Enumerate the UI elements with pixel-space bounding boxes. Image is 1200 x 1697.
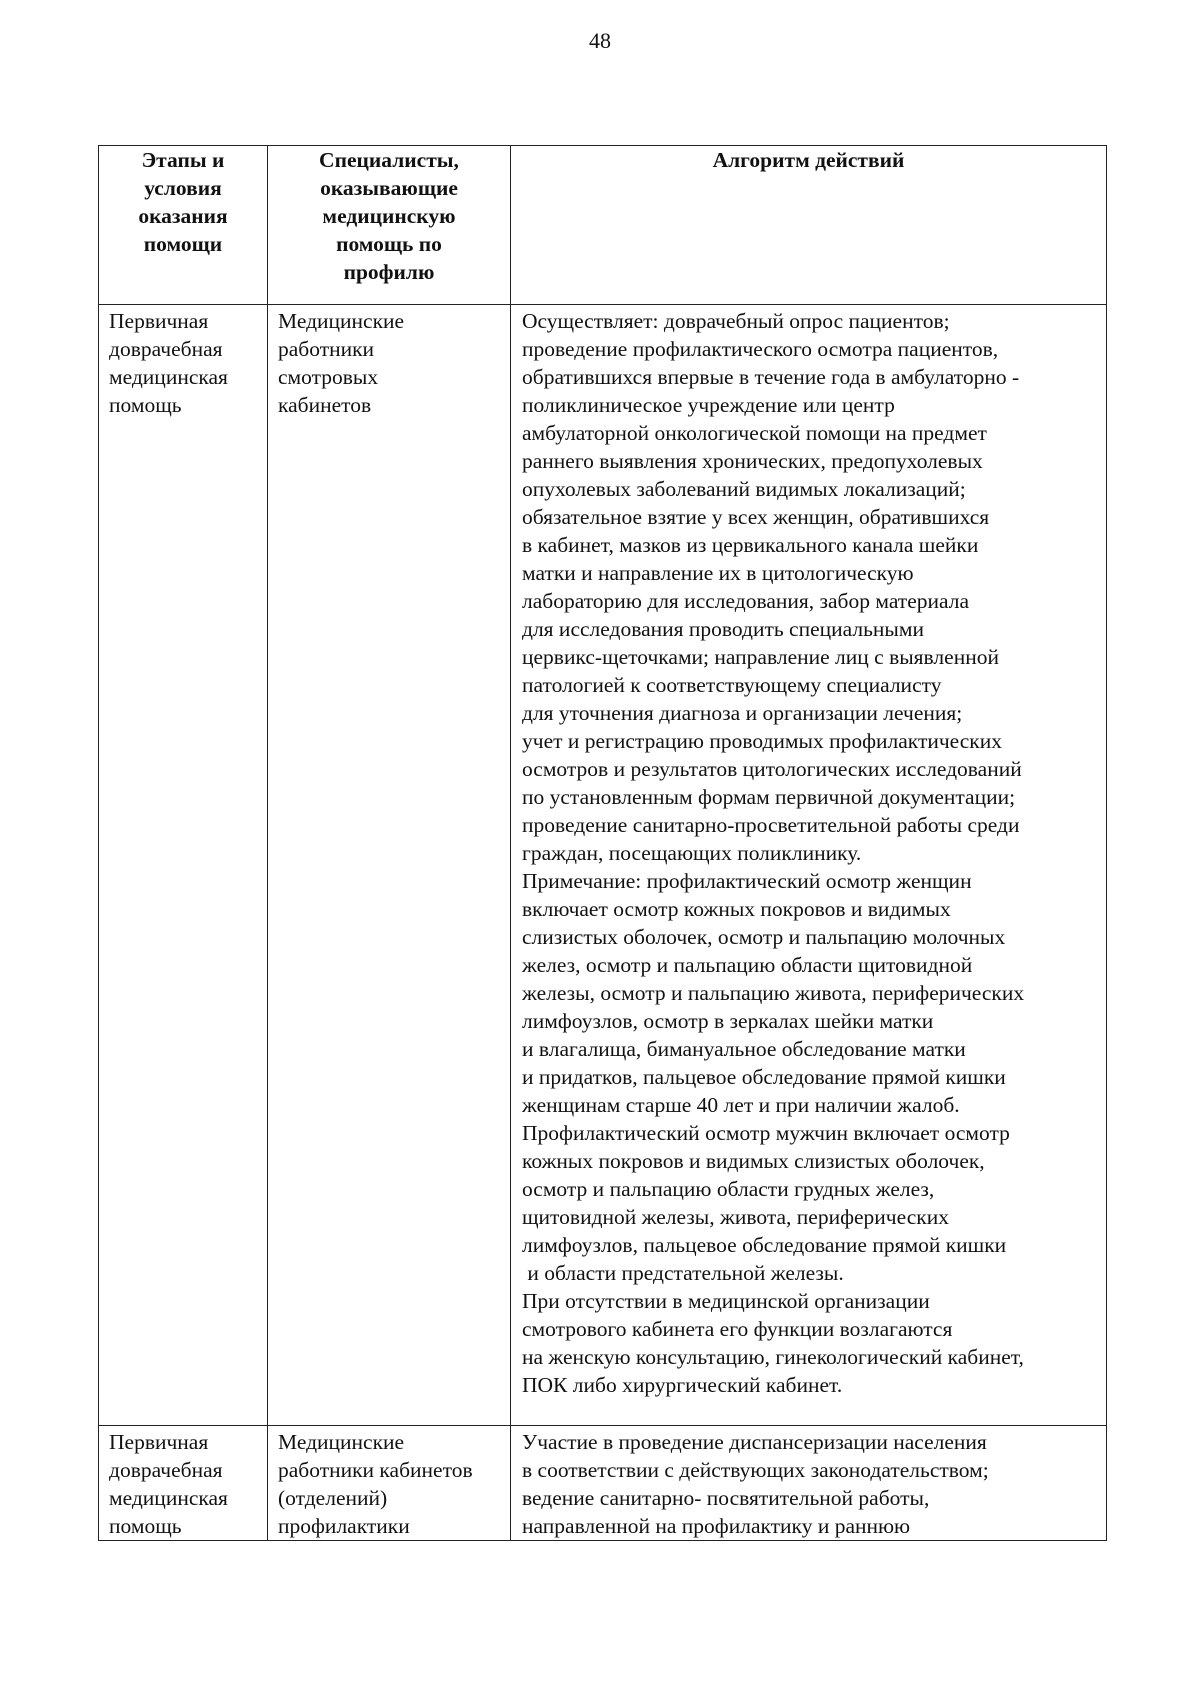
text-line: направленной на профилактику и раннюю — [522, 1514, 911, 1538]
text-line: учет и регистрацию проводимых профилактических — [522, 729, 1002, 753]
text-line: кабинетов — [278, 393, 372, 417]
page-number: 48 — [589, 28, 611, 53]
text-line: кожных покровов и видимых слизистых оболочек, — [522, 1149, 985, 1173]
text-line: Медицинские — [278, 1430, 405, 1454]
text-line: на женскую консультацию, гинекологический кабинет, — [522, 1345, 1024, 1369]
text-line: Специалисты, — [319, 148, 459, 172]
table-row — [99, 1426, 1107, 1541]
text-line: Профилактический осмотр мужчин включает осмотр — [522, 1121, 1010, 1145]
text-line: обратившихся впервые в течение года в амбулаторно - — [522, 365, 1020, 389]
text-line: цервикс-щеточками; направление лиц с выявленной — [522, 645, 999, 669]
text-line: оказания — [138, 204, 228, 228]
algorithm-table — [98, 145, 1107, 1541]
algorithm-cell — [511, 305, 1107, 1426]
text-line: лимфоузлов, осмотр в зеркалах шейки матки — [522, 1009, 934, 1033]
text-line: амбулаторной онкологической помощи на предмет — [522, 421, 987, 445]
text-line: доврачебная — [109, 1458, 223, 1482]
text-line: помощи — [143, 232, 223, 256]
text-line: патологией к соответствующему специалисту — [522, 673, 942, 697]
text-line: работники кабинетов — [278, 1458, 473, 1482]
text-line: лабораторию для исследования, забор материала — [522, 589, 970, 613]
specialists-cell — [268, 1426, 511, 1541]
stage-cell — [99, 305, 268, 1426]
text-line: слизистых оболочек, осмотр и пальпацию молочных — [522, 925, 1006, 949]
text-line: проведение профилактического осмотра пациентов, — [522, 337, 999, 361]
text-line: проведение санитарно-просветительной работы среди — [522, 813, 1020, 837]
text-line: и придатков, пальцевое обследование прямой кишки — [522, 1065, 1006, 1089]
text-line: помощь по — [336, 232, 442, 256]
text-line: профилактики — [278, 1514, 410, 1538]
text-line: поликлиническое учреждение или центр — [522, 393, 895, 417]
text-line: раннего выявления хронических, предопухолевых — [522, 449, 983, 473]
text-line: лимфоузлов, пальцевое обследование прямой кишки — [522, 1233, 1007, 1257]
text-line: осмотр и пальпацию области грудных желез, — [522, 1177, 935, 1201]
table-row — [99, 305, 1107, 1426]
text-line: железы, осмотр и пальпацию живота, периферических — [522, 981, 1025, 1005]
algorithm-cell — [511, 1426, 1107, 1541]
text-line: матки и направление их в цитологическую — [522, 561, 914, 585]
text-line: женщинам старше 40 лет и при наличии жалоб. — [522, 1093, 960, 1117]
stage-cell — [99, 1426, 268, 1541]
header-algorithm — [511, 146, 1107, 305]
text-line: профилю — [343, 260, 435, 284]
text-line: оказывающие — [320, 176, 458, 200]
text-line: и влагалища, бимануальное обследование матки — [522, 1037, 966, 1061]
table-header-row — [99, 146, 1107, 305]
text-line: Осуществляет: доврачебный опрос пациентов; — [522, 309, 950, 333]
text-line: смотровых — [278, 365, 379, 389]
text-line: желез, осмотр и пальпацию области щитовидной — [522, 953, 973, 977]
text-line: условия — [144, 176, 222, 200]
header-specialists — [268, 146, 511, 305]
text-line: Примечание: профилактический осмотр женщин — [522, 869, 972, 893]
text-line: Медицинские — [278, 309, 405, 333]
text-line: работники — [278, 337, 375, 361]
text-line: Этапы и — [141, 148, 225, 172]
text-line: граждан, посещающих поликлинику. — [522, 841, 862, 865]
text-line: щитовидной железы, живота, периферических — [522, 1205, 949, 1229]
text-line: Алгоритм действий — [712, 148, 905, 172]
text-line: и области предстательной железы. — [522, 1261, 844, 1285]
text-line: ПОК либо хирургический кабинет. — [522, 1373, 843, 1397]
text-line: помощь — [109, 393, 182, 417]
text-line: по установленным формам первичной документации; — [522, 785, 1016, 809]
text-line: помощь — [109, 1514, 182, 1538]
specialists-cell — [268, 305, 511, 1426]
text-line: Первичная — [109, 309, 209, 333]
text-line: в соответствии с действующих законодательством; — [522, 1458, 989, 1482]
text-line: (отделений) — [278, 1486, 388, 1510]
text-line: в кабинет, мазков из цервикального канала шейки — [522, 533, 979, 557]
text-line: смотрового кабинета его функции возлагаются — [522, 1317, 953, 1341]
text-line: медицинская — [109, 1486, 228, 1510]
text-line: Участие в проведение диспансеризации населения — [522, 1430, 987, 1454]
text-line: для уточнения диагноза и организации лечения; — [522, 701, 963, 725]
header-stages — [99, 146, 268, 305]
text-line: включает осмотр кожных покровов и видимых — [522, 897, 951, 921]
text-line: доврачебная — [109, 337, 223, 361]
text-line: обязательное взятие у всех женщин, обратившихся — [522, 505, 990, 529]
text-line: медицинская — [109, 365, 228, 389]
text-line: медицинскую — [322, 204, 456, 228]
text-line: При отсутствии в медицинской организации — [522, 1289, 930, 1313]
text-line: для исследования проводить специальными — [522, 617, 924, 641]
text-line: Первичная — [109, 1430, 209, 1454]
text-line: ведение санитарно- посвятительной работы, — [522, 1486, 930, 1510]
text-line: опухолевых заболеваний видимых локализаций; — [522, 477, 966, 501]
text-line: осмотров и результатов цитологических исследований — [522, 757, 1022, 781]
